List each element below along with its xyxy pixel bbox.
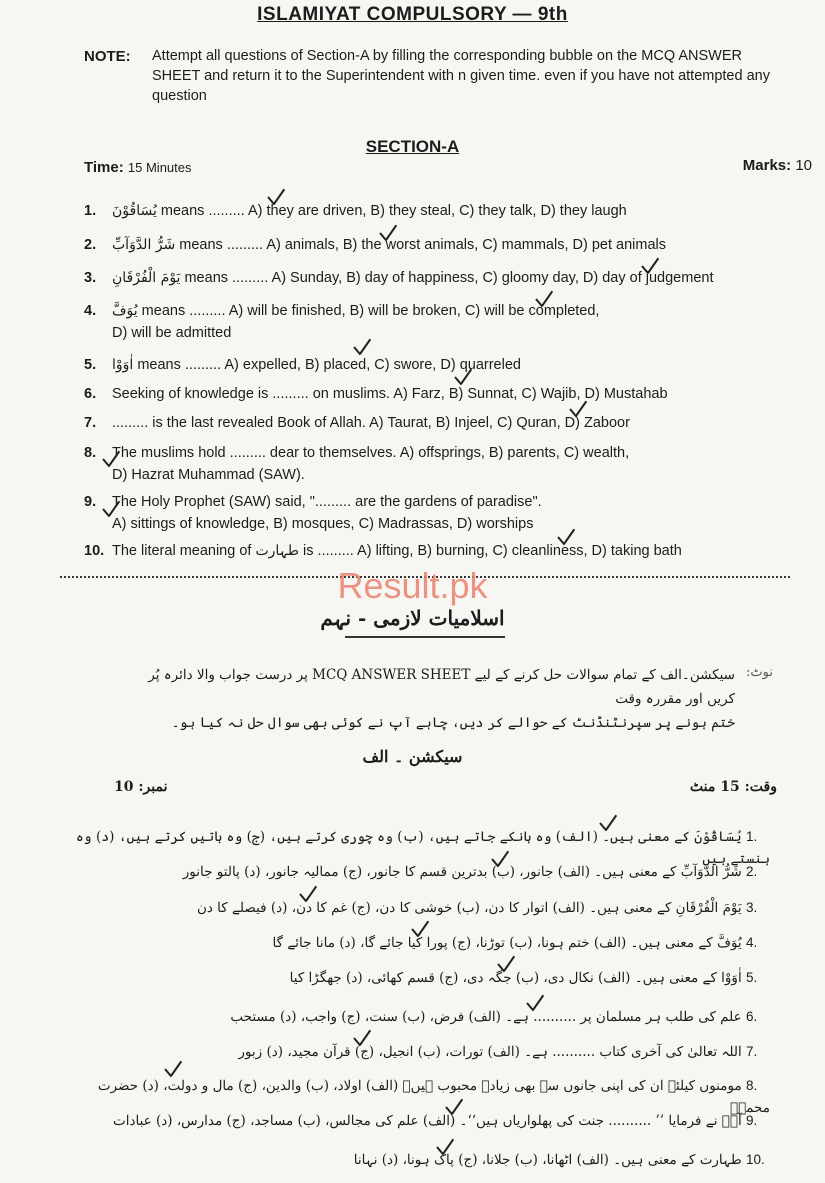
urdu-question-3: .3 یَوْمَ الْفُرْقَانِ کے معنی ہیں۔ (الف) اتوار کا دن، (ب) خوشی کا دن، (ج) غم کا دن، (د) فیصلے کا دن: [196, 900, 758, 916]
question-2: 2. شَرُّ الدَّوَآبِّ means ......... A) animals, B) the worst animals, C) mammals, D) pet animals: [84, 237, 666, 253]
question-4: 4. يُوَفَّ means ......... A) will be finished, B) will be broken, C) will be completed, D) will be admitted: [84, 303, 600, 341]
question-9: 9. The Holy Prophet (SAW) said, "......... are the gardens of paradise". A) sittings of knowledge, B) mosques, C) Madrassas, D) worships: [84, 494, 542, 532]
paper-title: ISLAMIYAT COMPULSORY — 9th: [257, 4, 568, 25]
urdu-question-8: .8 مومنوں کیلئے ان کی اپنی جانوں سے بھی زیادہ محبوب ہیں۔ (الف) اولاد، (ب) والدین، (ج) مال و دولت، (د) حضرت محمدؐ: [97, 1078, 770, 1116]
urdu-question-7: .7 اللہ تعالیٰ کی آخری کتاب .......... ہے۔ (الف) تورات، (ب) انجیل، (ج) قرآن مجید، (د) زبور: [238, 1044, 758, 1060]
urdu-note-label: نوٹ:: [746, 665, 773, 680]
urdu-question-9: .9 آپؐ نے فرمایا ’’ .......... جنت کی پھلواریاں ہیں‘‘۔ (الف) علم کی مجالس، (ب) مساجد، (ج) مدارس، (د) عبادات: [112, 1113, 758, 1129]
note-label: NOTE:: [84, 48, 131, 65]
urdu-title-underline: [345, 636, 505, 638]
urdu-question-6: .6 علم کی طلب ہر مسلمان پر .......... ہے۔ (الف) فرض، (ب) سنت، (ج) واجب، (د) مستحب: [230, 1009, 758, 1025]
urdu-question-5: .5 اٰوَوْا کے معنی ہیں۔ (الف) نکال دی، (ب) جگہ دی، (ج) قسم کھائی، (د) جھگڑا کیا: [289, 970, 758, 986]
question-7: 7. ......... is the last revealed Book of Allah. A) Taurat, B) Injeel, C) Quran, D) Zaboor: [84, 415, 630, 431]
urdu-marks: نمبر: 10: [114, 779, 168, 795]
question-5: 5. اٰوَوْا means ......... A) expelled, B) placed, C) swore, D) quarreled: [84, 357, 521, 373]
urdu-question-1: .1 یُسَاقُوْنَ کے معنی ہیں۔ (الف) وہ ہانکے جاتے ہیں، (ب) وہ چوری کرتے ہیں، (ج) وہ باتیں کرتے ہیں، (د) وہ ہنستے ہیں: [75, 829, 770, 867]
question-6: 6. Seeking of knowledge is ......... on muslims. A) Farz, B) Sunnat, C) Wajib, D) Mustahab: [84, 386, 668, 402]
urdu-note: سیکشن۔الف کے تمام سوالات حل کرنے کے لیے MCQ ANSWER SHEET پر درست جواب والا دائرہ پُر کریں اور مقررہ وقت ختم ہونے پر سپرنٹنڈنٹ کے حوالے کر دیں، چاہے آپ نے کوئی بھی سوال حل نہ کیا ہو۔: [148, 667, 735, 731]
urdu-question-2: .2 شَرُّ الدَّوَآبِّ کے معنی ہیں۔ (الف) جانور، (ب) بدترین قسم کا جانور، (ج) ممالیہ جانور، (د) پالتو جانور: [182, 864, 758, 880]
urdu-time: وقت: 15 منٹ: [689, 779, 777, 795]
watermark: Result.pk: [337, 565, 488, 606]
urdu-question-10: .10 طہارت کے معنی ہیں۔ (الف) اٹھانا، (ب) جلانا، (ج) پاک ہونا، (د) نہانا: [353, 1152, 765, 1168]
question-1: 1. يُسَاقُوْنَ means ......... A) they are driven, B) they steal, C) they talk, D) they laugh: [84, 203, 627, 219]
urdu-paper-title: اسلامیات لازمی - نہم: [320, 606, 505, 630]
urdu-question-4: .4 یُوَفَّ کے معنی ہیں۔ (الف) ختم ہونا، (ب) توڑنا، (ج) پورا کیا جائے گا، (د) مانا جائے گا: [272, 935, 758, 951]
note-text: Attempt all questions of Section-A by filling the corresponding bubble on the MCQ ANSWER SHEET and return it to the Superintendent with n given time. even if you have not attempted any question: [152, 48, 770, 104]
urdu-section-heading: سیکشن ۔ الف: [362, 747, 463, 766]
time-allowed: Time: 15 Minutes: [84, 159, 192, 176]
question-8: 8. The muslims hold ......... dear to themselves. A) offsprings, B) parents, C) wealth, D) Hazrat Muhammad (SAW).: [84, 445, 630, 483]
question-3: 3. يَوْمَ الْفُرْقَانِ means ......... A) Sunday, B) day of happiness, C) gloomy day, D) day of judgement: [84, 270, 714, 286]
total-marks: Marks: 10: [742, 157, 812, 174]
question-10: 10. The literal meaning of طہارت is ......... A) lifting, B) burning, C) cleanliness, D) taking bath: [84, 543, 682, 559]
section-a-heading: SECTION-A: [365, 137, 460, 156]
